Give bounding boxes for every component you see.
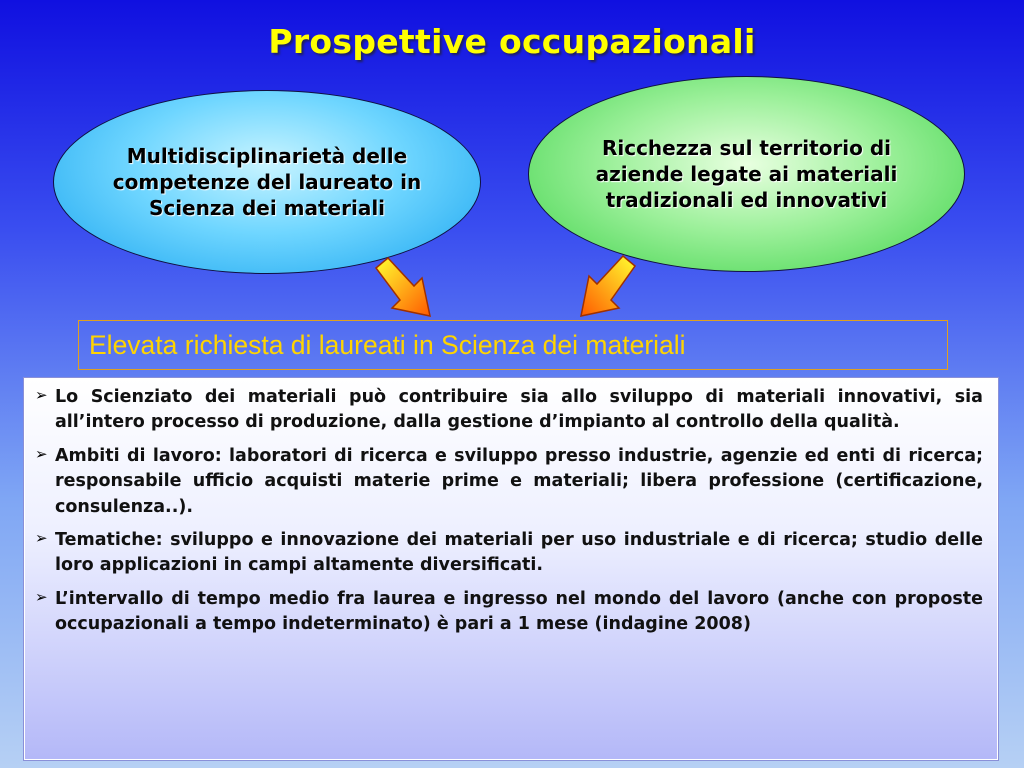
list-item	[35, 528, 983, 579]
right-bubble-text: Ricchezza sul territorio di aziende legate ai materiali tradizionali ed innovativi	[595, 136, 898, 212]
list-item	[35, 444, 983, 520]
down-arrow-icon-left	[372, 256, 436, 318]
left-bubble	[53, 90, 481, 274]
arrowhead-bullet-icon: ➢	[35, 587, 48, 606]
slide-title: Prospettive occupazionali	[268, 22, 756, 61]
left-bubble-text: Multidisciplinarietà delle competenze del laureato in Scienza dei materiali	[112, 144, 422, 220]
list-item	[35, 587, 983, 638]
down-arrow-icon-right	[575, 254, 639, 318]
list-item-text: L’intervallo di tempo medio fra laurea e ingresso nel mondo del lavoro (anche con proposte occupazionali a tempo indeterminato) è pari a 1 mese (indagine 2008)	[55, 588, 983, 634]
list-item-text: Ambiti di lavoro: laboratori di ricerca e sviluppo presso industrie, agenzie ed enti di ricerca; responsabile ufficio acquisti materie prime e materiali; libera professione (certificazione, consulenza..).	[55, 445, 983, 517]
right-bubble	[528, 76, 965, 272]
arrowhead-bullet-icon: ➢	[35, 444, 48, 463]
list-item-text: Tematiche: sviluppo e innovazione dei materiali per uso industriale e di ricerca; studio delle loro applicazioni in campi altamente diversificati.	[55, 529, 983, 576]
list-item	[35, 385, 983, 436]
list-item-text: Lo Scienziato dei materiali può contribuire sia allo sviluppo di materiali innovativi, sia all’intero processo di produzione, dalla gestione d’impianto al controllo della qualità.	[55, 387, 983, 433]
requirement-banner	[78, 320, 948, 370]
bullet-list-box	[24, 378, 998, 760]
arrowhead-bullet-icon: ➢	[35, 528, 48, 547]
banner-text: Elevata richiesta di laureati in Scienza dei materiali	[89, 329, 686, 360]
arrowhead-bullet-icon: ➢	[35, 386, 48, 404]
